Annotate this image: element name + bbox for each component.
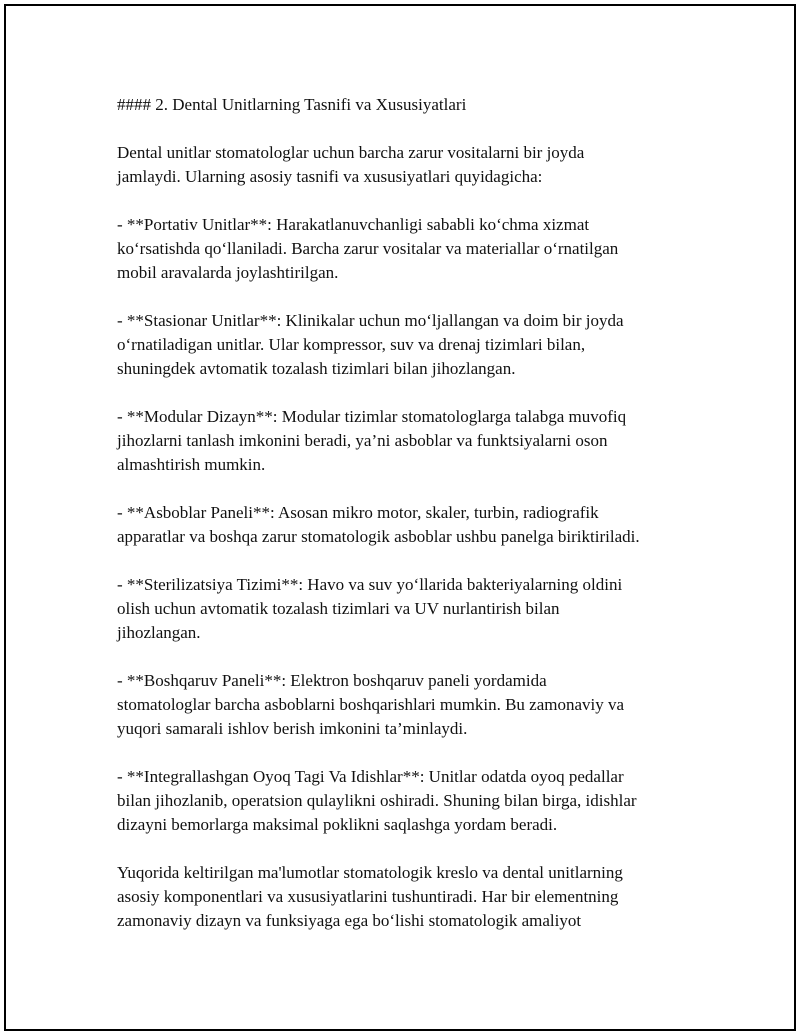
text-line: - **Modular Dizayn**: Modular tizimlar stomatologlarga talabga muvofiq <box>117 407 627 426</box>
text-line: olish uchun avtomatik tozalash tizimlari va UV nurlantirish bilan <box>117 599 560 618</box>
text-line: jamlaydi. Ularning asosiy tasnifi va xususiyatlari quyidagicha: <box>117 167 543 186</box>
document-body <box>117 93 717 957</box>
list-item-sterilizatsiya <box>117 573 717 645</box>
text-line: bilan jihozlanib, operatsion qulaylikni oshiradi. Shuning bilan birga, idishlar <box>117 791 637 810</box>
paragraph-intro <box>117 141 717 189</box>
text-line: stomatologlar barcha asboblarni boshqarishlari mumkin. Bu zamonaviy va <box>117 695 625 714</box>
text-line: Dental unitlar stomatologlar uchun barcha zarur vositalarni bir joyda <box>117 143 585 162</box>
text-line: shuningdek avtomatik tozalash tizimlari bilan jihozlangan. <box>117 359 516 378</box>
text-line: - **Portativ Unitlar**: Harakatlanuvchanligi sababli ko‘chma xizmat <box>117 215 590 234</box>
document-heading <box>117 93 717 117</box>
paragraph-conclusion <box>117 861 717 933</box>
text-line: ko‘rsatishda qo‘llaniladi. Barcha zarur vositalar va materiallar o‘rnatilgan <box>117 239 619 258</box>
list-item-portativ <box>117 213 717 285</box>
text-line: jihozlarni tanlash imkonini beradi, ya’ni asboblar va funktsiyalarni oson <box>117 431 608 450</box>
list-item-asboblar <box>117 501 717 549</box>
list-item-boshqaruv <box>117 669 717 741</box>
text-line: dizayni bemorlarga maksimal poklikni saqlashga yordam beradi. <box>117 815 558 834</box>
text-line: apparatlar va boshqa zarur stomatologik asboblar ushbu panelga biriktiriladi. <box>117 527 640 546</box>
list-item-modular <box>117 405 717 477</box>
text-line: Yuqorida keltirilgan ma'lumotlar stomatologik kreslo va dental unitlarning <box>117 863 623 882</box>
list-item-integrallashgan <box>117 765 717 837</box>
text-line: mobil aravalarda joylashtirilgan. <box>117 263 339 282</box>
text-line: jihozlangan. <box>117 623 201 642</box>
text-line: - **Asboblar Paneli**: Asosan mikro motor, skaler, turbin, radiografik <box>117 503 599 522</box>
text-line: zamonaviy dizayn va funksiyaga ega bo‘lishi stomatologik amaliyot <box>117 911 582 930</box>
text-line: asosiy komponentlari va xususiyatlarini tushuntiradi. Har bir elementning <box>117 887 619 906</box>
text-line: yuqori samarali ishlov berish imkonini ta’minlaydi. <box>117 719 468 738</box>
heading-text: #### 2. Dental Unitlarning Tasnifi va Xususiyatlari <box>117 95 467 114</box>
text-line: - **Stasionar Unitlar**: Klinikalar uchun mo‘ljallangan va doim bir joyda <box>117 311 624 330</box>
text-line: - **Integrallashgan Oyoq Tagi Va Idishlar**: Unitlar odatda oyoq pedallar <box>117 767 624 786</box>
text-line: almashtirish mumkin. <box>117 455 266 474</box>
list-item-stasionar <box>117 309 717 381</box>
text-line: o‘rnatiladigan unitlar. Ular kompressor, suv va drenaj tizimlari bilan, <box>117 335 586 354</box>
text-line: - **Sterilizatsiya Tizimi**: Havo va suv yo‘llarida bakteriyalarning oldini <box>117 575 623 594</box>
text-line: - **Boshqaruv Paneli**: Elektron boshqaruv paneli yordamida <box>117 671 547 690</box>
